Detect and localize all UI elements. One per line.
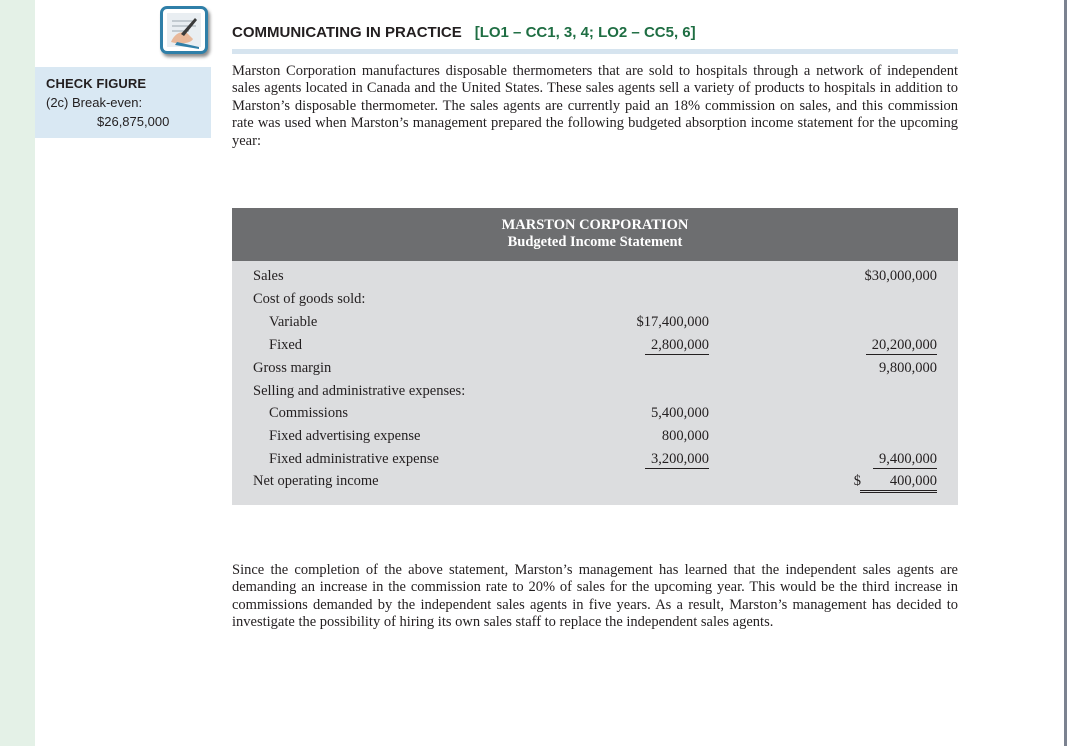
learning-objectives: [LO1 – CC1, 3, 4; LO2 – CC5, 6] (474, 24, 696, 41)
income-statement (232, 208, 958, 505)
row-total: 400,000 (860, 472, 937, 493)
row-total: 9,400,000 (873, 450, 937, 469)
row-total: 20,200,000 (866, 336, 937, 355)
check-figure-box (35, 67, 211, 138)
row-amount: 800,000 (661, 428, 709, 444)
row-label: Fixed advertising expense (269, 428, 421, 444)
check-figure-value: $26,875,000 (97, 114, 170, 129)
statement-title: Budgeted Income Statement (507, 234, 683, 250)
statement-company: MARSTON CORPORATION (501, 217, 689, 233)
heading-rule (232, 49, 958, 54)
table-row (232, 336, 958, 358)
row-label: Variable (269, 314, 318, 330)
table-row (232, 450, 958, 472)
row-label: Fixed administrative expense (269, 451, 439, 467)
table-row (232, 313, 958, 335)
row-label: Fixed (269, 337, 303, 353)
section-heading (232, 24, 696, 41)
table-row (232, 359, 958, 381)
table-row (232, 267, 958, 289)
followup-paragraph: Since the completion of the above statement, Marston’s management has learned that the independent sales agents are demanding an increase in the commission rate to 20% of sales for the upcoming year. This would be the third increase in commissions demanded by the independent sales agents in five years. As a result, Marston’s management has decided to investigate the possibility of hiring its own sales staff to replace the independent sales agents. (232, 562, 958, 631)
row-label: Sales (253, 268, 284, 284)
section-title: COMMUNICATING IN PRACTICE (232, 24, 462, 41)
row-label: Commissions (269, 405, 348, 421)
row-amount: $17,400,000 (636, 314, 709, 330)
writing-hand-icon (160, 6, 208, 54)
row-total: $30,000,000 (864, 268, 937, 284)
row-currency-symbol: $ (853, 473, 861, 489)
right-page-border (1064, 0, 1067, 746)
row-total: 9,800,000 (879, 360, 937, 376)
table-row (232, 404, 958, 426)
check-figure-title: CHECK FIGURE (46, 76, 147, 91)
row-label: Selling and administrative expenses: (253, 383, 466, 399)
row-label: Cost of goods sold: (253, 291, 366, 307)
table-row (232, 472, 958, 494)
row-label: Net operating income (253, 473, 379, 489)
table-row (232, 290, 958, 312)
check-figure-label: (2c) Break-even: (46, 95, 143, 110)
row-amount: 2,800,000 (645, 336, 709, 355)
table-row (232, 382, 958, 404)
table-row (232, 427, 958, 449)
row-amount: 5,400,000 (651, 405, 709, 421)
intro-paragraph: Marston Corporation manufactures disposable thermometers that are sold to hospitals through a network of independent sales agents located in Canada and the United States. These sales agents sell a variety of products to hospitals in addition to Marston’s disposable thermometer. The sales agents are currently paid an 18% commission on sales, and this commission rate was used when Marston’s management prepared the following budgeted absorption income statement for the upcoming year: (232, 63, 958, 149)
row-label: Gross margin (253, 360, 332, 376)
row-amount: 3,200,000 (645, 450, 709, 469)
left-margin-strip (0, 0, 35, 746)
statement-header (232, 208, 958, 261)
